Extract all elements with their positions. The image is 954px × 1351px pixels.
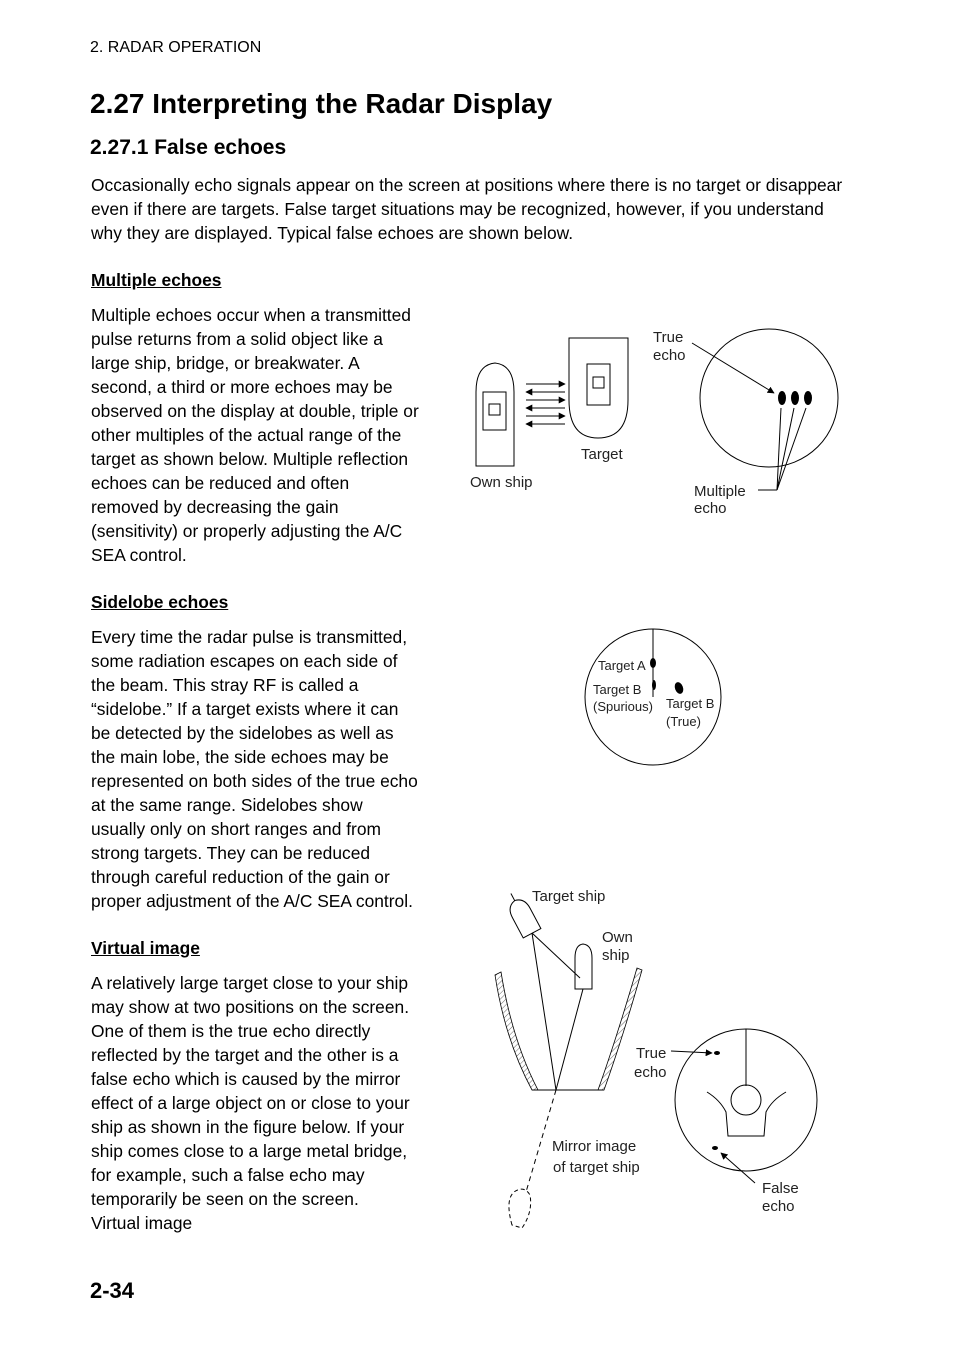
- target-ship-label: Target ship: [532, 888, 606, 905]
- multiple-echo-label: echo: [694, 500, 727, 517]
- own-ship-label: Own ship: [470, 474, 533, 491]
- paragraph-line: One of them is the true echo directly: [91, 1021, 371, 1041]
- true-echo-label: echo: [634, 1064, 667, 1081]
- paragraph-line: large ship, bridge, or breakwater. A: [91, 353, 360, 373]
- paragraph-line: target as shown below. Multiple reflection: [91, 449, 409, 469]
- paragraph-line: observed on the display at double, triple or: [91, 401, 419, 421]
- paragraph-line: strong targets. They can be reduced: [91, 843, 371, 863]
- paragraph-line: other multiples of the actual range of the: [91, 425, 402, 445]
- own-ship-marker: [731, 1085, 761, 1115]
- true-echo-label: True: [653, 329, 684, 346]
- paragraph-line: second, a third or more echoes may be: [91, 377, 393, 397]
- own-ship: [575, 944, 592, 989]
- paragraph-line: through careful reduction of the gain or: [91, 867, 390, 887]
- own-ship-bridge: [483, 392, 506, 430]
- target-a-echo: [650, 658, 656, 668]
- target-b-true-label: (True): [666, 714, 701, 729]
- paragraph-line: pulse returns from a solid object like a: [91, 329, 383, 349]
- pulse-arrows: [526, 384, 565, 424]
- radar-scope: [700, 329, 838, 467]
- multiple-echo-label: Multiple: [694, 483, 746, 500]
- intro-paragraph: Occasionally echo signals appear on the screen at positions where there is no target or disappear even if there are targets. False target situations may be recognized, however, if you understand why they are displayed. Typical false echoes are shown below.: [91, 175, 843, 243]
- target-b-true-label: Target B: [666, 696, 715, 711]
- paragraph-line: ship comes close to a large metal bridge,: [91, 1141, 408, 1161]
- true-echo-label: True: [636, 1045, 667, 1062]
- left-bank: [495, 972, 538, 1090]
- true-echo: [714, 1051, 720, 1055]
- paragraph-line: ship as shown in the figure below. If your: [91, 1117, 405, 1137]
- target-ship-bridge: [587, 364, 610, 405]
- sidelobe-echoes-heading: Sidelobe echoes: [91, 592, 229, 612]
- running-head: 2. RADAR OPERATION: [90, 39, 262, 56]
- target-b-spurious-label: Target B: [593, 682, 642, 697]
- mirror-image-label: Mirror image: [552, 1138, 637, 1155]
- paragraph-line: the main lobe, the side echoes may be: [91, 747, 389, 767]
- virtual-image-figure: [495, 888, 817, 1228]
- own-ship-label: ship: [602, 947, 630, 964]
- paragraph-line: effect of a large object on or close to your: [91, 1093, 410, 1113]
- paragraph-line: removed by decreasing the gain: [91, 497, 339, 517]
- paragraph-line: (sensitivity) or properly adjusting the A/C: [91, 521, 403, 541]
- page-number: 2-34: [90, 1278, 135, 1303]
- paragraph-line: represented on both sides of the true echo: [91, 771, 418, 791]
- sidelobe-echoes-figure: [585, 629, 721, 765]
- paragraph-line: at the same range. Sidelobes show: [91, 795, 363, 815]
- subsection-title: 2.27.1 False echoes: [90, 136, 287, 159]
- false-echo: [712, 1146, 718, 1150]
- paragraph-line: the beam. This stray RF is called a: [91, 675, 359, 695]
- target-b-spurious-label: (Spurious): [593, 699, 653, 714]
- paragraph-line: some radiation escapes on each side of: [91, 651, 398, 671]
- target-a-label: Target A: [598, 658, 646, 673]
- false-echo-label: False: [762, 1180, 799, 1197]
- multiple-echoes-heading: Multiple echoes: [91, 270, 222, 290]
- virtual-image-heading: Virtual image: [91, 938, 200, 958]
- own-ship-label: Own: [602, 929, 633, 946]
- section-title: 2.27 Interpreting the Radar Display: [90, 88, 553, 119]
- mirror-image-label: of target ship: [553, 1159, 640, 1176]
- paragraph-line: may show at two positions on the screen.: [91, 997, 410, 1017]
- target-b-spurious-echo: [652, 680, 656, 690]
- paragraph-line: temporarily be seen on the screen.: [91, 1189, 359, 1209]
- true-echo-label: echo: [653, 347, 686, 364]
- true-echo: [778, 391, 786, 405]
- paragraph-line: reflected by the target and the other is a: [91, 1045, 399, 1065]
- multiple-echo: [791, 391, 799, 405]
- paragraph-line: Every time the radar pulse is transmitted,: [91, 627, 408, 647]
- multiple-echoes-figure: [470, 329, 838, 517]
- paragraph-line: A relatively large target close to your ship: [91, 973, 409, 993]
- multiple-echo: [804, 391, 812, 405]
- target-b-true-echo: [673, 681, 685, 695]
- false-echo-label: echo: [762, 1198, 795, 1215]
- target-label: Target: [581, 446, 623, 463]
- paragraph-line: proper adjustment of the A/C SEA control.: [91, 891, 413, 911]
- paragraph-line: SEA control.: [91, 545, 187, 565]
- paragraph-line: “sidelobe.” If a target exists where it can: [91, 699, 399, 719]
- paragraph-line: echoes can be reduced and often: [91, 473, 350, 493]
- paragraph-line: Virtual image: [91, 1213, 193, 1233]
- paragraph-line: usually only on short ranges and from: [91, 819, 382, 839]
- paragraph-line: false echo which is caused by the mirror: [91, 1069, 401, 1089]
- paragraph-line: be detected by the sidelobes as well as: [91, 723, 394, 743]
- mirror-image-ship: [509, 1189, 531, 1228]
- paragraph-line: Multiple echoes occur when a transmitted: [91, 305, 411, 325]
- paragraph-line: for example, such a false echo may: [91, 1165, 365, 1185]
